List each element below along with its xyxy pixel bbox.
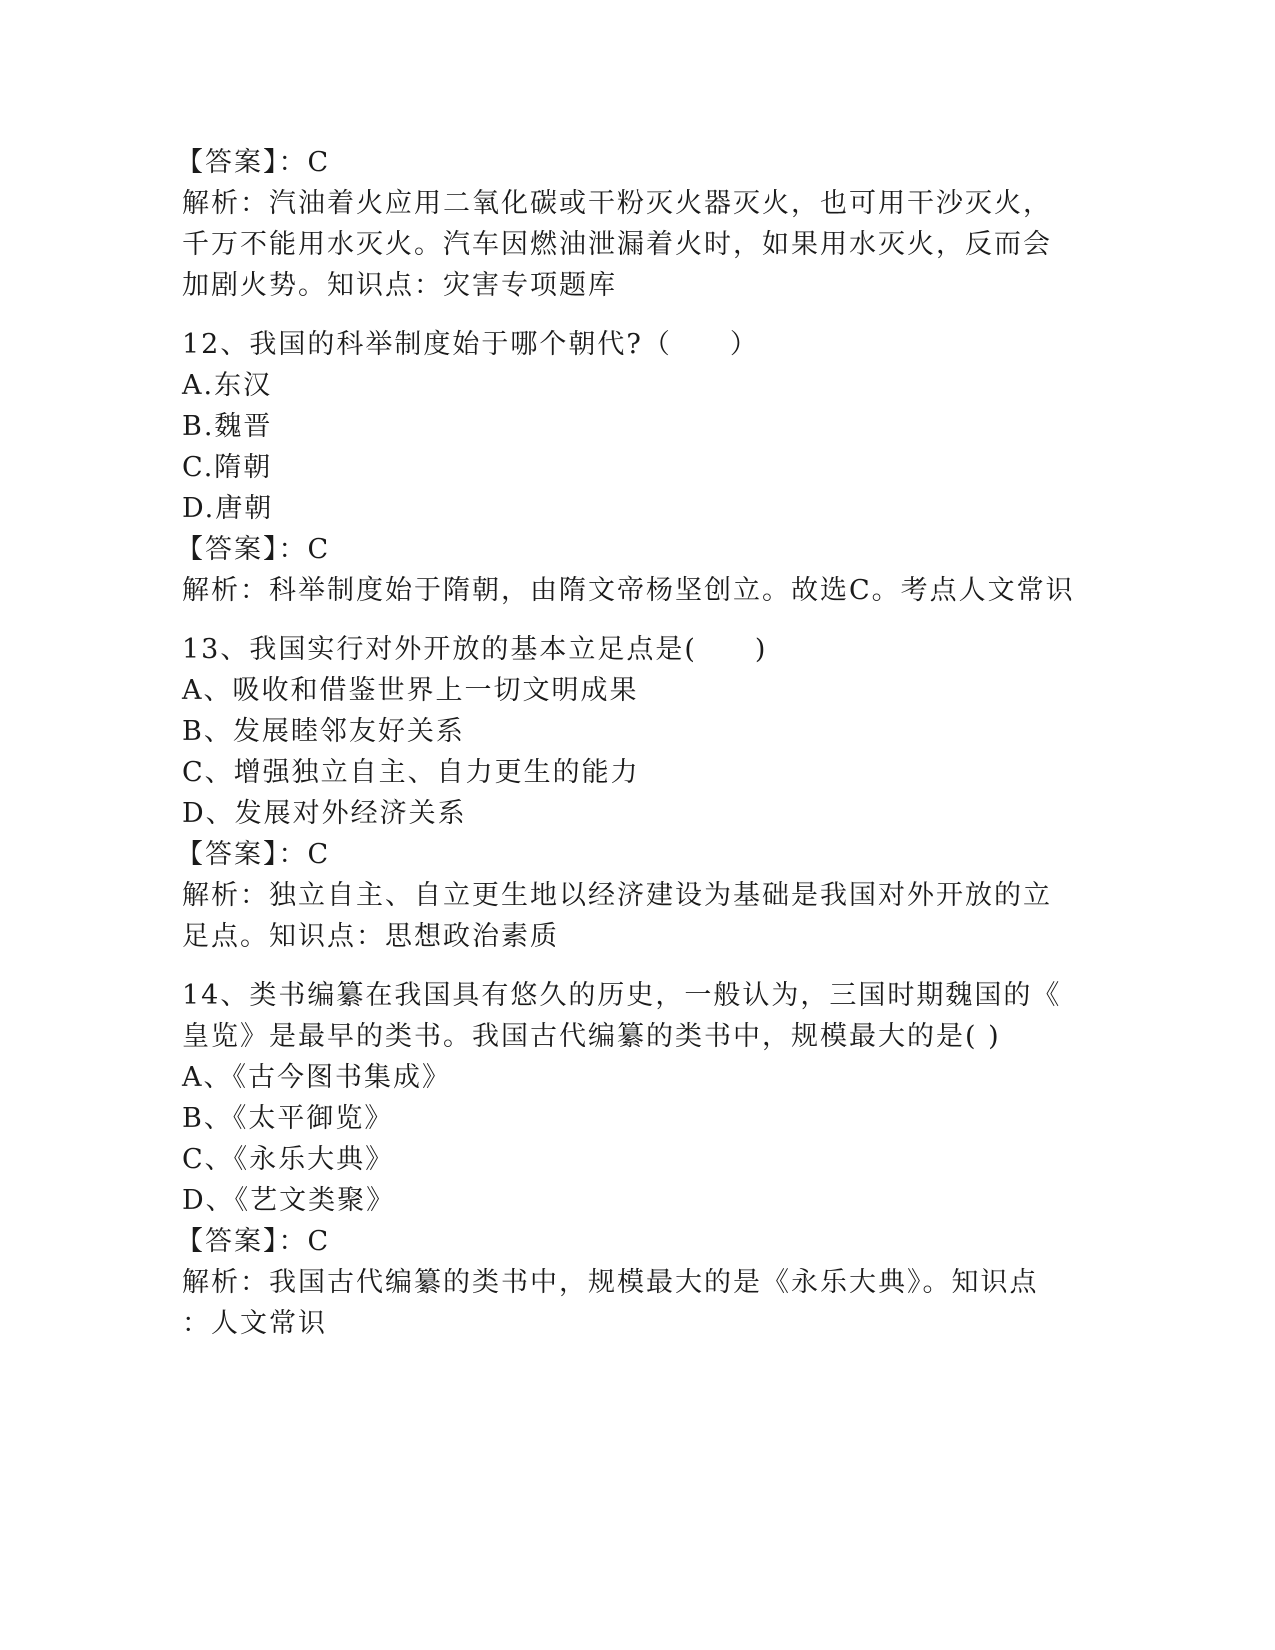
analysis-line: 解析：科举制度始于隋朝，由隋文帝杨坚创立。故选C。考点人文常识 bbox=[182, 575, 1075, 606]
answer-line: 【答案】：C bbox=[176, 147, 331, 178]
option-a: A、《古今图书集成》 bbox=[182, 1062, 451, 1093]
question-stem: 13、我国实行对外开放的基本立足点是( ) bbox=[182, 634, 768, 665]
question-13 bbox=[176, 629, 1082, 957]
analysis-line: 足点。知识点：思想政治素质 bbox=[182, 921, 559, 952]
page-content bbox=[176, 142, 1082, 1344]
answer-line: 【答案】：C bbox=[176, 839, 331, 870]
option-d: D.唐朝 bbox=[182, 493, 274, 524]
question-14 bbox=[176, 975, 1082, 1344]
answer-line: 【答案】：C bbox=[176, 1226, 331, 1257]
analysis-line: ：人文常识 bbox=[182, 1308, 327, 1339]
option-a: A、吸收和借鉴世界上一切文明成果 bbox=[182, 675, 639, 706]
question-stem: 皇览》是最早的类书。我国古代编纂的类书中，规模最大的是( ) bbox=[182, 1021, 1001, 1052]
option-b: B、《太平御览》 bbox=[182, 1103, 394, 1134]
analysis-line: 解析：独立自主、自立更生地以经济建设为基础是我国对外开放的立 bbox=[182, 880, 1052, 911]
option-c: C、《永乐大典》 bbox=[182, 1144, 395, 1175]
question-12 bbox=[176, 324, 1082, 611]
option-b: B、发展睦邻友好关系 bbox=[182, 716, 465, 747]
analysis-line: 千万不能用水灭火。汽车因燃油泄漏着火时，如果用水灭火，反而会 bbox=[182, 229, 1052, 260]
analysis-line: 解析：我国古代编纂的类书中，规模最大的是《永乐大典》。知识点 bbox=[182, 1267, 1039, 1298]
option-b: B.魏晋 bbox=[182, 411, 273, 442]
option-c: C.隋朝 bbox=[182, 452, 273, 483]
option-d: D、《艺文类聚》 bbox=[182, 1185, 396, 1216]
answer-line: 【答案】：C bbox=[176, 534, 331, 565]
question-stem: 14、类书编纂在我国具有悠久的历史，一般认为，三国时期魏国的《 bbox=[182, 980, 1062, 1011]
question-stem: 12、我国的科举制度始于哪个朝代?（ ） bbox=[182, 329, 759, 360]
option-d: D、发展对外经济关系 bbox=[182, 798, 467, 829]
option-c: C、增强独立自主、自力更生的能力 bbox=[182, 757, 640, 788]
analysis-line: 解析：汽油着火应用二氧化碳或干粉灭火器灭火，也可用干沙灭火， bbox=[182, 188, 1052, 219]
option-a: A.东汉 bbox=[182, 370, 273, 401]
analysis-line: 加剧火势。知识点：灾害专项题库 bbox=[182, 270, 617, 301]
answer-block-11 bbox=[176, 142, 1082, 306]
